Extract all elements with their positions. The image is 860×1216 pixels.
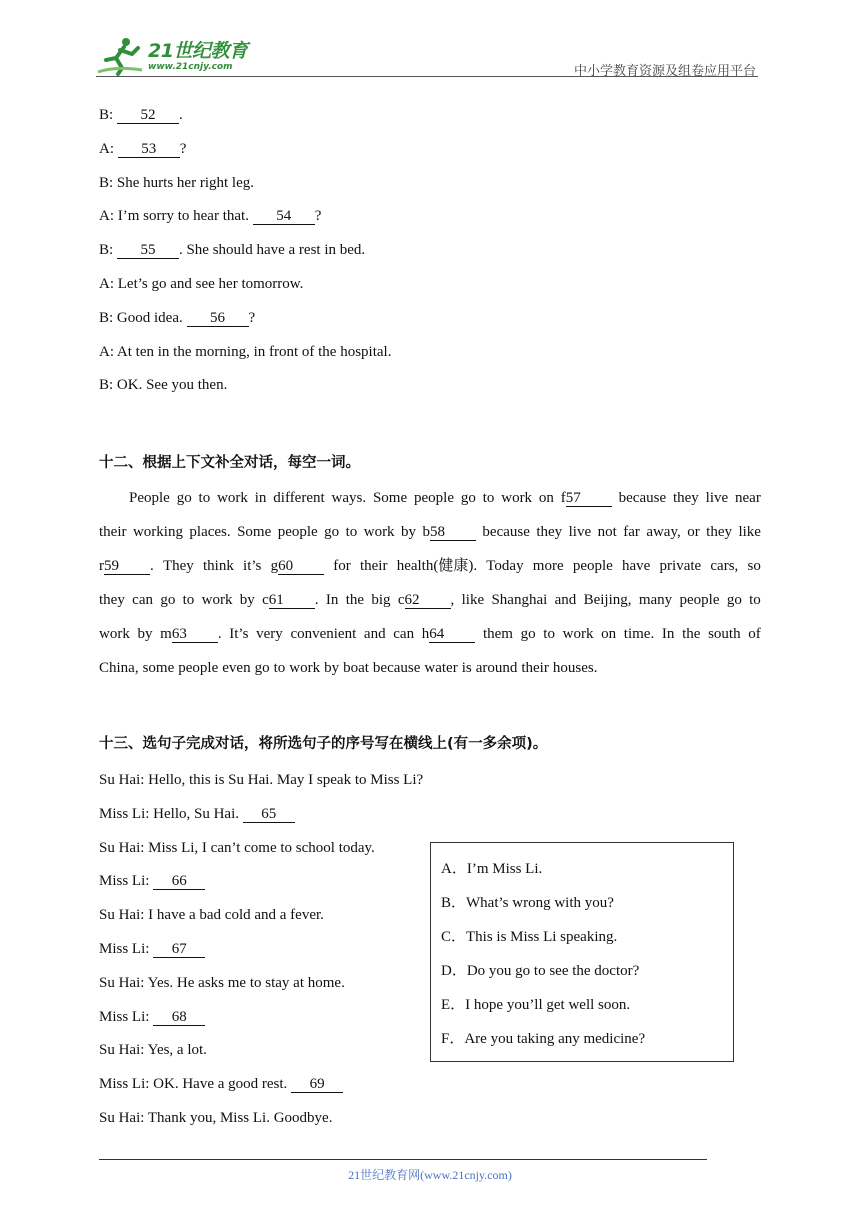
dialog-text: ? bbox=[179, 140, 187, 157]
passage-line bbox=[99, 625, 761, 659]
logo-url: www.21cnjy.com bbox=[148, 62, 233, 72]
passage-word: they bbox=[99, 592, 125, 608]
dialog-line bbox=[99, 376, 227, 394]
answer-blank: 68 bbox=[153, 1010, 205, 1026]
passage-word: water bbox=[424, 660, 458, 676]
passage-word: work bbox=[562, 626, 594, 642]
dialog-line bbox=[99, 343, 391, 361]
passage-word: to bbox=[482, 490, 495, 506]
passage-word: people bbox=[679, 592, 720, 608]
passage-word: live bbox=[568, 524, 592, 540]
dialog-text: A: Let’s go and see her tomorrow. bbox=[99, 276, 304, 292]
passage-word: near bbox=[735, 490, 761, 506]
dialog-line bbox=[99, 1041, 207, 1059]
dialog-line bbox=[99, 974, 345, 992]
dialog-text: B: OK. See you then. bbox=[99, 377, 228, 394]
footer-divider bbox=[99, 1159, 707, 1160]
passage-word: cars, bbox=[710, 558, 739, 574]
dialog-text: Su Hai: I have a bad cold and a fever. bbox=[99, 907, 324, 924]
passage-blank: g60 bbox=[271, 557, 325, 591]
dialog-line bbox=[99, 1008, 205, 1026]
passage-word: the bbox=[682, 626, 701, 642]
dialog-text: Miss Li: bbox=[99, 941, 154, 957]
passage-word: of bbox=[748, 626, 761, 642]
dialog-text: Su Hai: Hello, this is Su Hai. May I speak to Miss Li? bbox=[99, 772, 424, 788]
passage-line bbox=[99, 591, 761, 625]
passage-word: health(健康). bbox=[396, 558, 478, 574]
answer-blank: 69 bbox=[291, 1077, 343, 1093]
passage-word: work bbox=[501, 490, 533, 506]
passage-word: by bbox=[239, 592, 255, 608]
passage-word: they bbox=[706, 524, 732, 540]
passage-line bbox=[99, 523, 761, 557]
passage-word: houses. bbox=[552, 660, 598, 676]
passage-word: more bbox=[532, 558, 564, 574]
section-12-title: 十二、根据上下文补全对话，每空一词。 bbox=[99, 455, 360, 471]
passage-word: for bbox=[333, 558, 351, 574]
passage-word: people bbox=[572, 558, 613, 574]
passage-word: big bbox=[371, 592, 391, 608]
page-header bbox=[96, 34, 758, 78]
passage-word: many bbox=[638, 592, 673, 608]
passage-word: they bbox=[672, 490, 699, 506]
passage-word: their bbox=[99, 524, 127, 540]
passage-word: like bbox=[738, 524, 761, 540]
dialog-text: . She should have a rest in bed. bbox=[178, 242, 366, 259]
dialog-text: ? bbox=[314, 208, 322, 225]
passage-word: work bbox=[99, 626, 130, 642]
dialog-text: A: At ten in the morning, in front of the hospital. bbox=[99, 343, 392, 360]
option-d: D．Do you go to see the doctor? bbox=[441, 963, 640, 979]
dialog-text: B: Good idea. bbox=[99, 309, 187, 326]
option-a: A．I’m Miss Li. bbox=[441, 861, 543, 877]
passage-word: people bbox=[414, 490, 454, 506]
dialog-line bbox=[99, 839, 375, 857]
passage-word: go bbox=[254, 660, 270, 676]
dialog-line bbox=[99, 207, 321, 225]
dialog-line bbox=[99, 906, 324, 924]
dialog-line bbox=[99, 872, 205, 890]
passage-word: so bbox=[747, 558, 761, 574]
passage-word: some bbox=[142, 660, 175, 676]
passage-word: go bbox=[324, 524, 340, 540]
passage-word: to bbox=[345, 524, 358, 540]
dialog-line bbox=[99, 805, 295, 823]
answer-blank: 67 bbox=[153, 942, 205, 958]
passage-word: to bbox=[182, 592, 195, 608]
section-13-title: 十三、选句子完成对话，将所选句子的序号写在横线上(有一多余项)。 bbox=[99, 736, 548, 752]
dialog-line bbox=[99, 241, 365, 259]
dialog-text: B: She hurts her right leg. bbox=[99, 174, 254, 191]
dialog-text: Miss Li: bbox=[99, 873, 154, 890]
answer-blank: 56 bbox=[187, 311, 249, 327]
dialog-text: Su Hai: Miss Li, I can’t come to school today. bbox=[99, 839, 375, 856]
passage-word: Today bbox=[486, 558, 524, 574]
passage-word: go bbox=[726, 592, 742, 608]
passage-word: China, bbox=[99, 660, 139, 676]
dialog-text: A: bbox=[99, 140, 118, 157]
passage-word: south bbox=[708, 626, 741, 642]
answer-blank: 65 bbox=[243, 807, 295, 823]
option-c: C．This is Miss Li speaking. bbox=[441, 929, 618, 945]
site-logo bbox=[96, 34, 266, 78]
passage-word: have bbox=[622, 558, 651, 574]
passage-word: the bbox=[345, 592, 365, 608]
passage-word: different bbox=[273, 490, 325, 506]
passage-word: In bbox=[325, 592, 339, 608]
dialog-text: A: I’m sorry to hear that. bbox=[99, 208, 253, 225]
passage-word: even bbox=[222, 660, 251, 676]
dialog-line bbox=[99, 140, 186, 158]
passage-blank: c61 . bbox=[262, 592, 319, 608]
passage-word: It’s bbox=[229, 626, 249, 642]
option-b: B．What’s wrong with you? bbox=[441, 895, 614, 911]
passage-blank: c62 , bbox=[397, 592, 455, 608]
passage-word: They bbox=[162, 558, 194, 574]
passage-word: think bbox=[202, 558, 234, 574]
passage-word: away, bbox=[646, 524, 681, 540]
footer-text: 21世纪教育网(www.21cnjy.com) bbox=[348, 1168, 512, 1182]
passage-word: to bbox=[273, 660, 286, 676]
passage-word: like bbox=[461, 592, 485, 608]
passage-blank: h64 bbox=[422, 625, 476, 659]
dialog-text: Miss Li: OK. Have a good rest. bbox=[99, 1076, 292, 1093]
passage-word: Some bbox=[372, 490, 408, 506]
options-box bbox=[430, 842, 734, 1062]
passage-word: to bbox=[198, 490, 211, 506]
answer-blank: 55 bbox=[117, 243, 179, 259]
passage-word: and bbox=[363, 626, 386, 642]
passage-word: go bbox=[460, 490, 476, 506]
runner-icon bbox=[96, 36, 144, 76]
passage-word: by bbox=[401, 524, 417, 540]
passage-line bbox=[99, 489, 761, 523]
passage-word: very bbox=[256, 626, 283, 642]
passage-word: people bbox=[277, 524, 318, 540]
passage-word: work bbox=[201, 592, 233, 608]
passage-word: work bbox=[363, 524, 395, 540]
passage-word: not bbox=[597, 524, 617, 540]
platform-name: 中小学教育资源及组卷应用平台 bbox=[573, 64, 756, 79]
passage-word: by bbox=[324, 660, 340, 676]
section-12-passage bbox=[99, 489, 761, 693]
passage-word: ways. bbox=[331, 490, 367, 506]
dialog-line bbox=[99, 275, 303, 293]
passage-word: is bbox=[461, 660, 472, 676]
dialog-line bbox=[99, 174, 254, 192]
passage-word: work bbox=[289, 660, 321, 676]
option-e: E．I hope you’ll get well soon. bbox=[441, 997, 631, 1013]
passage-word: Some bbox=[237, 524, 272, 540]
dialog-line bbox=[99, 309, 255, 327]
passage-word: their bbox=[521, 660, 549, 676]
passage-word: because bbox=[372, 660, 421, 676]
passage-word: People bbox=[129, 490, 170, 506]
dialog-text: Miss Li: bbox=[99, 1008, 154, 1025]
passage-word: go bbox=[160, 592, 176, 608]
passage-word: Shanghai bbox=[491, 592, 548, 608]
answer-blank: 66 bbox=[153, 874, 205, 890]
dialog-text: Su Hai: Thank you, Miss Li. Goodbye. bbox=[99, 1110, 333, 1126]
passage-word: around bbox=[475, 660, 518, 676]
passage-word: can bbox=[393, 626, 415, 642]
option-f: F．Are you taking any medicine? bbox=[441, 1031, 646, 1047]
answer-blank: 54 bbox=[253, 209, 315, 225]
passage-word: working bbox=[132, 524, 183, 540]
passage-word: and bbox=[554, 592, 577, 608]
passage-word: private bbox=[659, 558, 702, 574]
passage-word: to bbox=[749, 592, 761, 608]
answer-blank: 53 bbox=[118, 142, 180, 158]
passage-word: people bbox=[178, 660, 219, 676]
dialog-text: ? bbox=[248, 309, 256, 326]
passage-word: convenient bbox=[290, 626, 357, 642]
passage-blank: b58 bbox=[422, 523, 476, 557]
dialog-line bbox=[99, 771, 423, 789]
passage-word: go bbox=[520, 626, 536, 642]
passage-word: them bbox=[482, 626, 513, 642]
passage-word: or bbox=[687, 524, 700, 540]
dialog-line bbox=[99, 1109, 332, 1127]
header-divider bbox=[96, 76, 758, 77]
passage-word: Beijing, bbox=[583, 592, 632, 608]
dialog-text: . bbox=[178, 107, 183, 123]
passage-word: can bbox=[132, 592, 153, 608]
passage-word: far bbox=[623, 524, 640, 540]
passage-word: because bbox=[618, 490, 667, 506]
passage-word: in bbox=[254, 490, 267, 506]
passage-word: time. bbox=[623, 626, 655, 642]
dialog-text: Su Hai: Yes, a lot. bbox=[99, 1042, 207, 1059]
passage-blank: f57 bbox=[561, 489, 612, 523]
passage-word: on bbox=[601, 626, 617, 642]
passage-word: on bbox=[538, 490, 554, 506]
dialog-text: B: bbox=[99, 107, 117, 123]
passage-line bbox=[99, 659, 761, 693]
dialog-line bbox=[99, 940, 205, 958]
dialog-text: Miss Li: Hello, Su Hai. bbox=[99, 805, 243, 822]
passage-line bbox=[99, 557, 761, 591]
passage-word: boat bbox=[343, 660, 369, 676]
passage-word: to bbox=[543, 626, 555, 642]
passage-word: by bbox=[137, 626, 153, 642]
answer-blank: 52 bbox=[117, 108, 179, 124]
passage-word: work bbox=[217, 490, 248, 506]
dialog-text: B: bbox=[99, 242, 117, 259]
dialog-line bbox=[99, 1075, 343, 1093]
passage-blank: r59 . bbox=[99, 558, 154, 574]
dialog-line bbox=[99, 106, 183, 124]
passage-word: their bbox=[359, 558, 388, 574]
passage-word: places. bbox=[189, 524, 231, 540]
logo-text: 21世纪教育 bbox=[148, 40, 248, 62]
passage-word: they bbox=[536, 524, 563, 540]
passage-word: it’s bbox=[243, 558, 262, 574]
passage-word: go bbox=[176, 490, 192, 506]
passage-word: because bbox=[482, 524, 530, 540]
dialog-text: Su Hai: Yes. He asks me to stay at home. bbox=[99, 974, 345, 991]
passage-blank: m63 . bbox=[160, 626, 222, 642]
passage-word: live bbox=[705, 490, 729, 506]
passage-word: In bbox=[661, 626, 675, 642]
